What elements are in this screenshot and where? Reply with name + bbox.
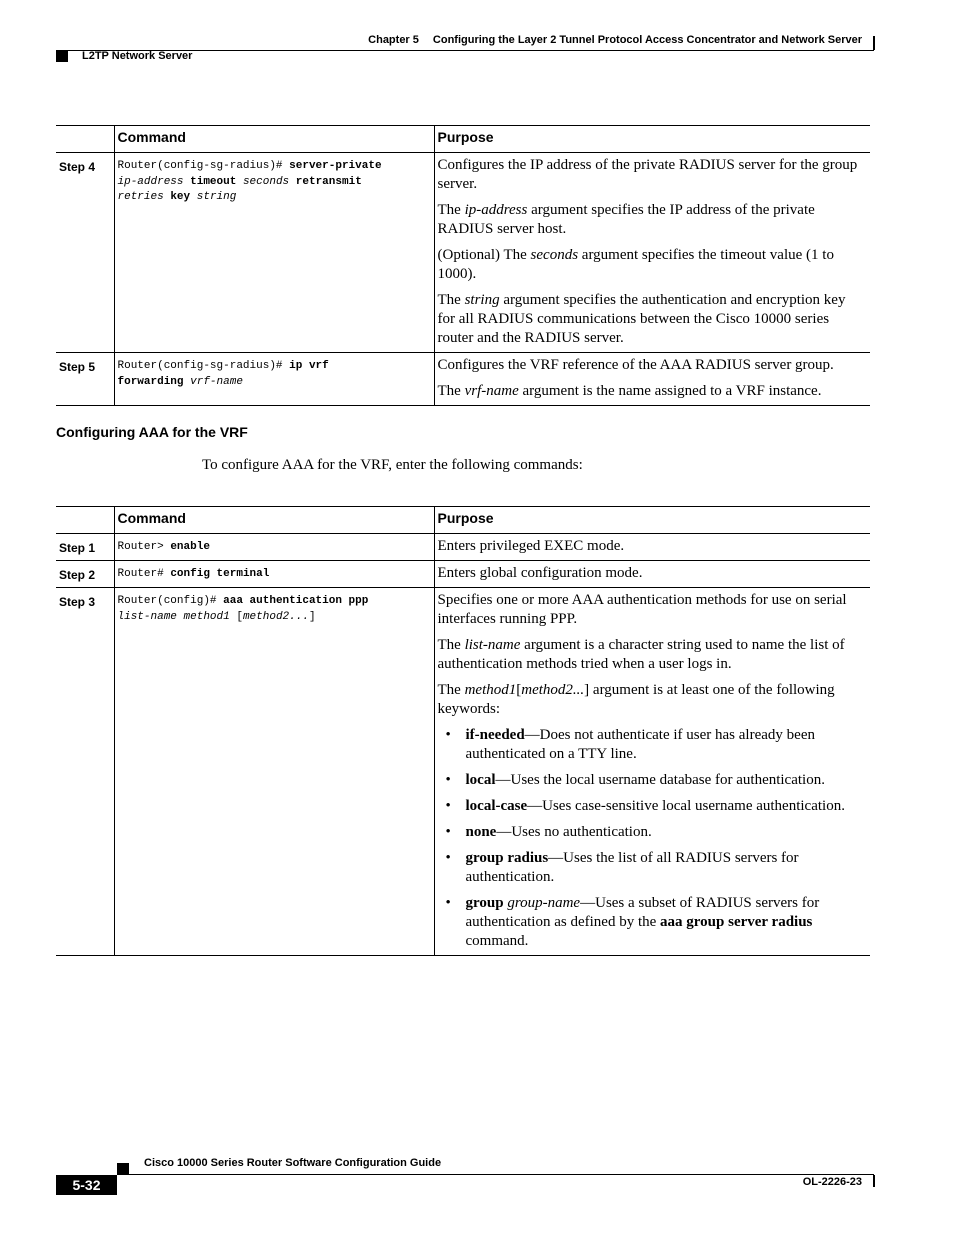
purpose-text: (Optional) The seconds argument specifies the timeout value (1 to 1000). <box>437 247 834 282</box>
step-label: Step 5 <box>56 353 114 406</box>
purpose-text: The method1[method2...] argument is at least one of the following keywords: <box>437 682 835 717</box>
cmd-prompt: Router(config)# <box>117 595 217 607</box>
list-item: • group group-name—Uses a subset of RADIUS servers for authentication as defined by the aaa group server radius command. <box>445 895 820 949</box>
section-heading: Configuring AAA for the VRF <box>56 424 248 440</box>
header-block <box>56 50 68 62</box>
purpose-text: Configures the IP address of the private RADIUS server for the group server. <box>437 157 858 192</box>
purpose-text: The ip-address argument specifies the IP address of the private RADIUS server host. <box>437 202 815 237</box>
footer-guide-title: Cisco 10000 Series Router Software Configuration Guide <box>144 1157 442 1169</box>
bullet-icon: • <box>445 824 451 840</box>
doc-number: OL-2226-23 <box>802 1176 862 1188</box>
step-label: Step 3 <box>56 588 114 956</box>
cmd-keyword: config terminal <box>170 568 270 580</box>
cmd-prompt: Router(config-sg-radius)# <box>117 160 283 172</box>
section-intro: To configure AAA for the VRF, enter the following commands: <box>202 457 583 473</box>
step-label: Step 1 <box>56 534 114 561</box>
purpose-cell <box>434 153 870 353</box>
cmd-keyword: timeout <box>190 175 237 188</box>
cmd-argument: seconds <box>242 175 290 188</box>
header-step-cell <box>56 507 114 534</box>
purpose-text: Enters privileged EXEC mode. <box>437 538 625 554</box>
cmd-argument: retries <box>117 191 164 203</box>
purpose-cell <box>434 353 870 406</box>
command-cell <box>114 561 434 588</box>
command-table-radius <box>56 125 870 406</box>
cmd-keyword: forwarding <box>117 375 184 388</box>
command-cell <box>114 353 434 406</box>
header-step-cell <box>56 126 114 153</box>
bullet-icon: • <box>445 727 451 743</box>
command-cell: Router(config)# aaa authentication ppp list-name method1 [method2...] <box>114 588 434 956</box>
cmd-keyword: server-private <box>289 160 382 172</box>
cmd-argument: string <box>196 191 237 203</box>
method-keyword-list <box>438 726 867 951</box>
bullet-icon: • <box>445 850 451 866</box>
purpose-cell <box>434 561 870 588</box>
cmd-argument: method2... <box>242 610 309 623</box>
list-item: • local-case—Uses case-sensitive local username authentication. <box>445 798 845 814</box>
chapter-label: Chapter 5 <box>368 34 419 46</box>
command-cell <box>114 534 434 561</box>
bullet-icon: • <box>445 772 451 788</box>
command-table-aaa <box>56 506 870 956</box>
bullet-icon: • <box>445 798 451 814</box>
purpose-text: Configures the VRF reference of the AAA RADIUS server group. <box>437 357 834 373</box>
cmd-keyword: ip vrf <box>289 360 329 372</box>
cmd-prompt: Router# <box>117 568 164 580</box>
command-cell <box>114 153 434 353</box>
table-row-step4 <box>56 153 870 353</box>
purpose-text: The string argument specifies the authentication and encryption key for all RADIUS communications between the Cisco 10000 series router and the RADIUS server. <box>437 292 846 346</box>
purpose-text: The list-name argument is a character string used to name the list of authentication methods tried when a user logs in. <box>437 637 845 672</box>
cmd-argument: list-name method1 <box>117 610 230 623</box>
cmd-keyword: aaa authentication ppp <box>223 595 369 607</box>
footer-right-bar <box>873 1175 875 1187</box>
cmd-keyword: key <box>170 191 191 203</box>
page-number: 5-32 <box>56 1175 117 1195</box>
purpose-cell <box>434 588 870 956</box>
table-row-step2 <box>56 561 870 588</box>
cmd-keyword: enable <box>170 541 210 553</box>
header-purpose: Purpose <box>434 507 870 534</box>
header-purpose: Purpose <box>434 126 870 153</box>
list-item: • none—Uses no authentication. <box>445 824 652 840</box>
cmd-keyword: retransmit <box>295 175 362 188</box>
table-row-step3 <box>56 588 870 956</box>
step-label: Step 4 <box>56 153 114 353</box>
list-item: • local—Uses the local username database for authentication. <box>445 772 825 788</box>
list-item: • group radius—Uses the list of all RADIUS servers for authentication. <box>445 850 799 885</box>
step-label: Step 2 <box>56 561 114 588</box>
purpose-cell <box>434 534 870 561</box>
cmd-prompt: Router> <box>117 541 164 553</box>
purpose-text: Enters global configuration mode. <box>437 565 643 581</box>
chapter-title: Configuring the Layer 2 Tunnel Protocol Access Concentrator and Network Server <box>432 34 862 46</box>
running-header-section: L2TP Network Server <box>82 50 193 62</box>
list-item: • if-needed—Does not authenticate if user has already been authenticated on a TTY line. <box>445 727 815 762</box>
running-header-chapter <box>368 34 862 46</box>
footer-rule <box>117 1174 874 1175</box>
table-row-step5 <box>56 353 870 406</box>
cmd-prompt: Router(config-sg-radius)# <box>117 360 283 372</box>
table-header-row <box>56 507 870 534</box>
cmd-argument: ip-address <box>117 175 184 188</box>
table-row-step1 <box>56 534 870 561</box>
header-command: Command <box>114 126 434 153</box>
table-header-row <box>56 126 870 153</box>
cmd-argument: vrf-name <box>190 375 243 388</box>
header-right-bar <box>873 36 875 50</box>
purpose-text: The vrf-name argument is the name assigned to a VRF instance. <box>437 383 822 399</box>
bullet-icon: • <box>445 895 451 911</box>
purpose-text: Specifies one or more AAA authentication methods for use on serial interfaces running PPP. <box>437 592 847 627</box>
header-command: Command <box>114 507 434 534</box>
